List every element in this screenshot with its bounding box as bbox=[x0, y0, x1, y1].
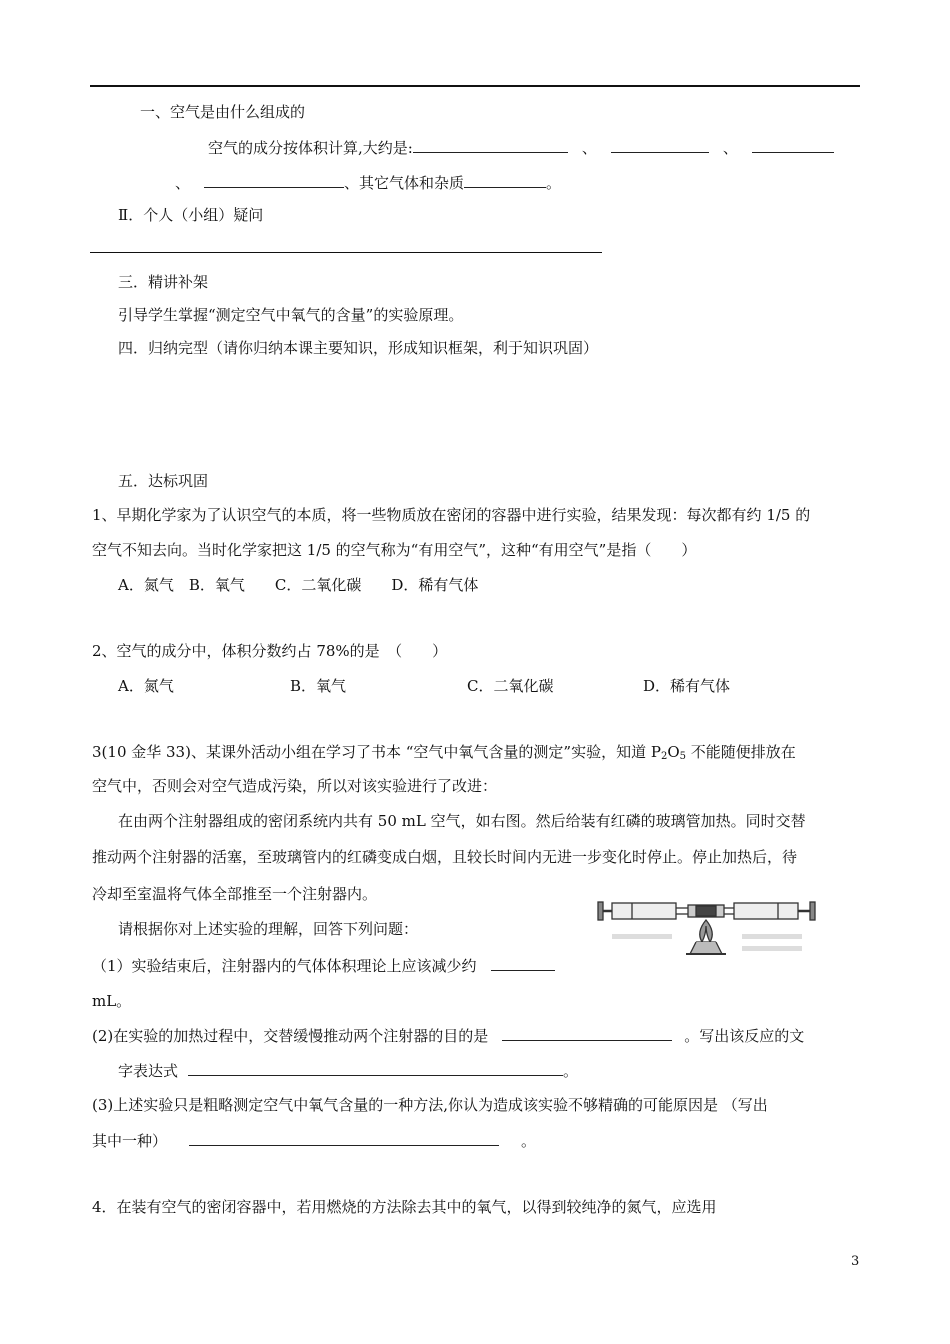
q2-stem: 2、空气的成分中，体积分数约占 78%的是 （ ） bbox=[92, 642, 448, 660]
q1-line-1: 1、早期化学家为了认识空气的本质，将一些物质放在密闭的容器中进行实验，结果发现：每次都有约 1/5 的 bbox=[92, 506, 811, 524]
q3-sub3-line-1: (3)上述实验只是粗略测定空气中氧气含量的一种方法,你认为造成该实验不够精确的可能原因是 （写出 bbox=[92, 1096, 768, 1114]
q3-sub2 bbox=[92, 1025, 804, 1046]
blank-5[interactable] bbox=[464, 172, 546, 188]
q3-sub2-line-2 bbox=[118, 1060, 578, 1081]
blank-4[interactable] bbox=[204, 172, 344, 188]
separator: 、 bbox=[722, 139, 738, 157]
syringe-apparatus-figure bbox=[592, 890, 836, 966]
period: 。 bbox=[563, 1062, 579, 1080]
q3-para-3: 冷却至室温将气体全部推至一个注射器内。 bbox=[92, 885, 378, 903]
q3-line-1-tail: 不能随便排放在 bbox=[686, 743, 796, 761]
section-1-title: 一、空气是由什么组成的 bbox=[140, 103, 306, 121]
period: 。 bbox=[546, 174, 562, 192]
q2-option-c: C．二氧化碳 bbox=[467, 677, 554, 695]
equation-answer-blank[interactable] bbox=[188, 1060, 563, 1076]
subscript-2: 2 bbox=[660, 751, 668, 762]
reason-answer-blank[interactable] bbox=[189, 1130, 499, 1146]
separator: 、 bbox=[581, 139, 597, 157]
blank-1[interactable] bbox=[413, 137, 568, 153]
composition-line-2 bbox=[175, 172, 561, 193]
q4-line-1: 4．在装有空气的密闭容器中，若用燃烧的方法除去其中的氧气，以得到较纯净的氮气，应选用 bbox=[92, 1198, 717, 1216]
q3-sub1 bbox=[92, 955, 555, 976]
header-rule bbox=[90, 85, 860, 87]
q3-line-2: 空气中，否则会对空气造成污染，所以对该实验进行了改进： bbox=[92, 777, 498, 795]
subscript-5: 5 bbox=[679, 751, 686, 762]
q1-line-2: 空气不知去向。当时化学家把这 1/5 的空气称为“有用空气”，这种“有用空气”是指（ ） bbox=[92, 541, 697, 559]
q3-sub3-text: 其中一种） bbox=[92, 1132, 168, 1150]
other-gases-label: 、其它气体和杂质 bbox=[344, 174, 465, 192]
section-3-title: 三．精讲补架 bbox=[118, 273, 209, 291]
equation-label: 字表达式 bbox=[118, 1062, 179, 1080]
q3-line-1 bbox=[92, 742, 796, 762]
q3-sub1-unit: mL。 bbox=[92, 992, 132, 1010]
q3-prompt: 请根据你对上述实验的理解，回答下列问题： bbox=[118, 920, 419, 938]
q3-para-2: 推动两个注射器的活塞，至玻璃管内的红磷变成白烟，且较长时间内无进一步变化时停止。停止加热后，待 bbox=[92, 848, 798, 866]
page-number: 3 bbox=[851, 1254, 860, 1269]
purpose-answer-blank[interactable] bbox=[502, 1025, 672, 1041]
section-4-title: 四．归纳完型（请你归纳本课主要知识，形成知识框架，利于知识巩固） bbox=[118, 339, 599, 357]
q3-line-1-text: 3(10 金华 33)、某课外活动小组在学习了书本 “空气中氧气含量的测定”实验，知道 P bbox=[92, 743, 661, 761]
blank-2[interactable] bbox=[611, 137, 709, 153]
q3-sub1-text: （1）实验结束后，注射器内的气体体积理论上应该减少约 bbox=[92, 957, 477, 975]
composition-prompt: 空气的成分按体积计算,大约是: bbox=[208, 139, 413, 157]
question-answer-line[interactable] bbox=[90, 252, 602, 253]
q2-option-b: B．氧气 bbox=[290, 677, 347, 695]
q1-options: A．氮气 B．氧气 C．二氧化碳 D．稀有气体 bbox=[118, 576, 479, 594]
q3-para-1: 在由两个注射器组成的密闭系统内共有 50 mL 空气，如右图。然后给装有红磷的玻璃管加热。同时交替 bbox=[118, 812, 806, 830]
section-3-body: 引导学生掌握“测定空气中氧气的含量”的实验原理。 bbox=[118, 306, 464, 324]
period: 。 bbox=[521, 1132, 537, 1150]
q3-sub2-text: (2)在实验的加热过程中，交替缓慢推动两个注射器的目的是 bbox=[92, 1027, 489, 1045]
q2-option-d: D．稀有气体 bbox=[643, 677, 731, 695]
oxygen-symbol: O bbox=[667, 743, 680, 761]
section-2-title: Ⅱ．个人（小组）疑问 bbox=[118, 206, 264, 224]
section-5-title: 五．达标巩固 bbox=[118, 472, 209, 490]
composition-line-1 bbox=[208, 137, 834, 158]
separator: 、 bbox=[175, 174, 191, 192]
volume-answer-blank[interactable] bbox=[491, 955, 555, 971]
blank-3[interactable] bbox=[752, 137, 834, 153]
q3-sub3-line-2 bbox=[92, 1130, 536, 1151]
q2-option-a: A．氮气 bbox=[118, 677, 174, 695]
q3-sub2-tail: 。写出该反应的文 bbox=[684, 1027, 805, 1045]
